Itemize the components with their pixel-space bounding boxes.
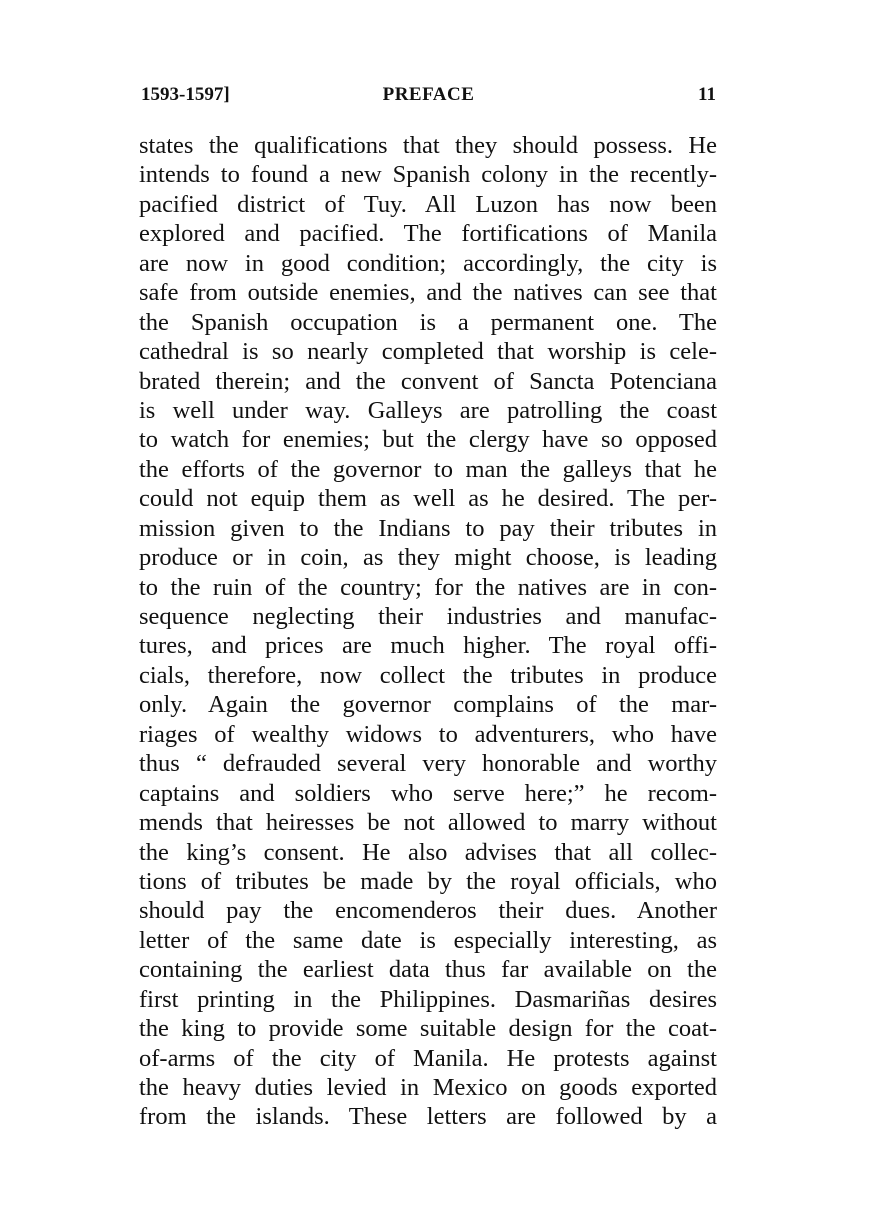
text-line: the heavy duties levied in Mexico on goods exported <box>139 1074 717 1101</box>
text-line: cials, therefore, now collect the tributes in produce <box>139 661 717 689</box>
text-line: safe from outside enemies, and the natives can see that <box>139 279 717 307</box>
text-line: mission given to the Indians to pay their tributes in <box>139 514 717 542</box>
text-line: produce or in coin, as they might choose, is leading <box>139 544 717 572</box>
text-line: only. Again the governor complains of the mar- <box>139 691 717 719</box>
text-line: tions of tributes be made by the royal officials, who <box>139 867 717 895</box>
text-line: captains and soldiers who serve here;” he recom- <box>139 779 717 807</box>
body-text <box>139 131 717 1132</box>
text-line: states the qualifications that they should possess. He <box>139 132 717 159</box>
running-head <box>141 84 716 114</box>
text-line: from the islands. These letters are followed by a <box>139 1103 717 1131</box>
running-head-date-range: 1593-1597] <box>141 84 230 105</box>
text-line: the efforts of the governor to man the galleys that he <box>139 455 717 483</box>
text-line: to watch for enemies; but the clergy have so opposed <box>139 426 717 454</box>
running-head-title: PREFACE <box>382 84 475 105</box>
text-line: to the ruin of the country; for the natives are in con- <box>139 573 717 601</box>
text-line: should pay the encomenderos their dues. Another <box>139 897 717 925</box>
text-line: the Spanish occupation is a permanent one. The <box>139 308 717 336</box>
text-line: brated therein; and the convent of Sancta Potenciana <box>139 367 717 395</box>
text-line: tures, and prices are much higher. The royal offi- <box>139 632 717 660</box>
text-line: thus “ defrauded several very honorable and worthy <box>139 750 717 778</box>
text-line: could not equip them as well as he desired. The per- <box>139 485 717 513</box>
text-line: is well under way. Galleys are patrolling the coast <box>139 396 717 424</box>
text-line: containing the earliest data thus far available on the <box>139 956 717 984</box>
text-line: sequence neglecting their industries and manufac- <box>139 603 717 630</box>
page-number: 11 <box>698 84 716 105</box>
text-line: intends to found a new Spanish colony in the recently- <box>139 161 717 189</box>
text-line: riages of wealthy widows to adventurers, who have <box>139 720 717 748</box>
text-line: the king’s consent. He also advises that all collec- <box>139 838 717 866</box>
text-line: pacified district of Tuy. All Luzon has now been <box>139 190 717 218</box>
text-line: cathedral is so nearly completed that worship is cele- <box>139 338 717 366</box>
text-line: explored and pacified. The fortifications of Manila <box>139 220 717 248</box>
text-line: of-arms of the city of Manila. He protests against <box>139 1044 717 1072</box>
text-line: first printing in the Philippines. Dasmariñas desires <box>139 985 717 1013</box>
text-line: mends that heiresses be not allowed to marry without <box>139 809 717 837</box>
text-line: are now in good condition; accordingly, the city is <box>139 249 717 277</box>
text-line: letter of the same date is especially interesting, as <box>139 926 717 954</box>
text-line: the king to provide some suitable design for the coat- <box>139 1015 717 1043</box>
